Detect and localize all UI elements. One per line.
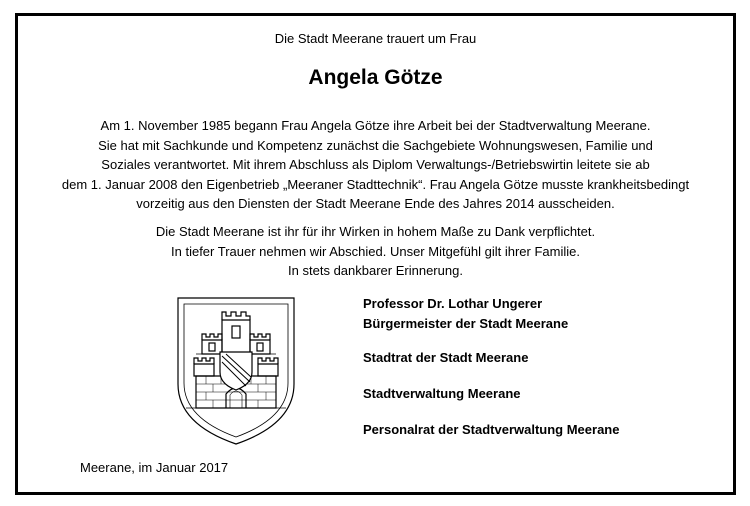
- biography-line: dem 1. Januar 2008 den Eigenbetrieb „Meeraner Stadttechnik“. Frau Angela Götze musste krankheitsbedingt: [61, 176, 690, 192]
- place-and-date: Meerane, im Januar 2017: [80, 460, 229, 475]
- closing-line: In tiefer Trauer nehmen wir Abschied. Unser Mitgefühl gilt ihrer Familie.: [171, 243, 580, 259]
- mayor-name: Professor Dr. Lothar Ungerer: [363, 296, 543, 311]
- city-administration: Stadtverwaltung Meerane: [363, 386, 521, 401]
- closing-paragraph: [28, 222, 723, 281]
- biography-line: vorzeitig aus den Diensten der Stadt Meerane Ende des Jahres 2014 ausscheiden.: [136, 196, 615, 211]
- biography-line: Sie hat mit Sachkunde und Kompetenz zunächst die Sachgebiete Wohnungswesen, Familie und: [98, 137, 653, 153]
- biography-line: Soziales verantwortet. Mit ihrem Abschluss als Diplom Verwaltungs-/Betriebswirtin leitete sie ab: [101, 157, 650, 172]
- obituary-frame: [15, 13, 736, 495]
- intro-line: Die Stadt Meerane trauert um Frau: [274, 31, 477, 46]
- biography-paragraph: [28, 116, 723, 214]
- deceased-name: Angela Götze: [308, 66, 443, 89]
- staff-council: Personalrat der Stadtverwaltung Meerane: [363, 422, 620, 437]
- closing-line: Die Stadt Meerane ist ihr für ihr Wirken in hohem Maße zu Dank verpflichtet.: [155, 224, 596, 239]
- closing-line: In stets dankbarer Erinnerung.: [288, 263, 463, 278]
- mayor-title: Bürgermeister der Stadt Meerane: [363, 316, 569, 331]
- city-council: Stadtrat der Stadt Meerane: [363, 350, 529, 365]
- coat-of-arms-icon: [176, 296, 296, 446]
- biography-line: Am 1. November 1985 begann Frau Angela Götze ihre Arbeit bei der Stadtverwaltung Meerane.: [100, 118, 651, 133]
